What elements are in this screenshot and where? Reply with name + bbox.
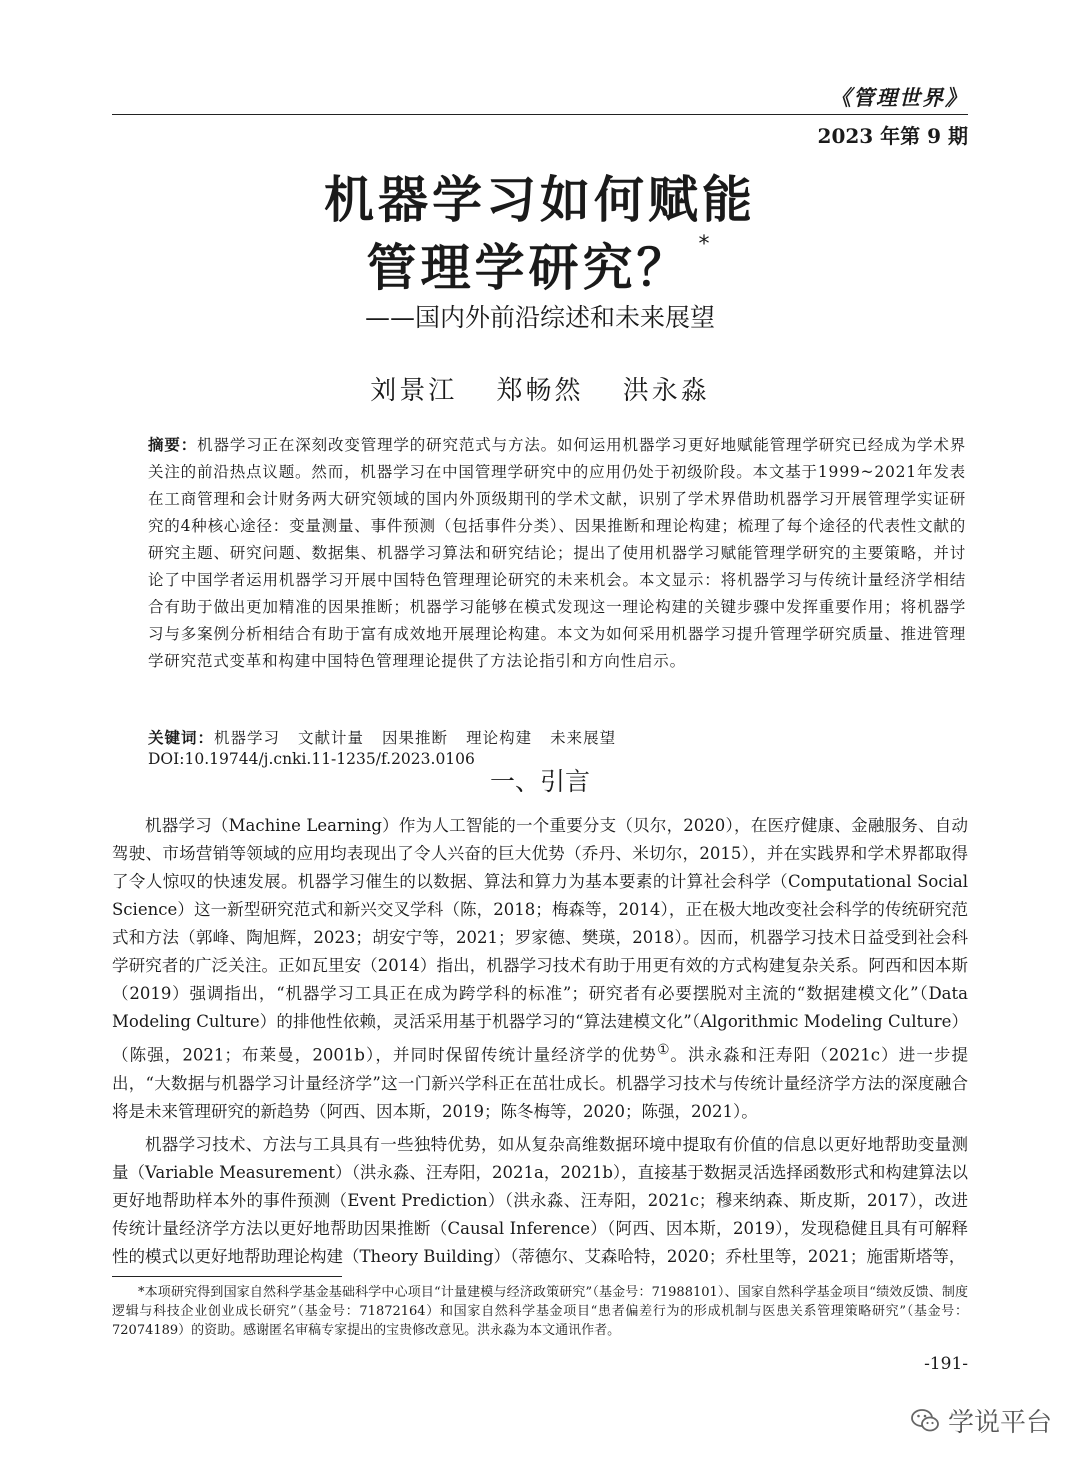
body-paragraph-2: 机器学习技术、方法与工具具有一些独特优势，如从复杂高维数据环境中提取有价值的信息以更好地帮助变量测量（Variable Measurement）（洪永淼、汪寿阳，2021a，2021b），直接基于数据灵活选择函数形式和构建算法以更好地帮助样本外的事件预测（Event Prediction）（洪永淼、汪寿阳，2021c；穆来纳森、斯皮斯，2017），改进传统计量经济学方法以更好地帮助因果推断（Causal Inference）（阿西、因本斯，2019），发现稳健且具有可解释性的模式以更好地帮助理论构建（Theory Building）（蒂德尔、艾森哈特，2020；乔杜里等，2021；施雷斯塔等， (112, 1134, 968, 1266)
title-footnote-mark: * (698, 232, 714, 257)
doi: DOI:10.19744/j.cnki.11-1235/f.2023.0106 (148, 750, 475, 768)
paragraph-1-text: 机器学习（Machine Learning）作为人工智能的一个重要分支（贝尔，2020），在医疗健康、金融服务、自动驾驶、市场营销等领域的应用均表现出了令人兴奋的巨大优势（乔丹、米切尔，2015），并在实践界和学术界都取得了令人惊叹的快速发展。机器学习催生的以数据、算法和算力为基本要素的计算社会科学（Computational Social Science）这一新型研究范式和新兴交叉学科（陈，2018；梅森等，2014），正在极大地改变社会科学的传统研究范式和方法（郭峰、陶旭辉，2023；胡安宁等，2021；罗家德、樊瑛，2018）。因而，机器学习技术日益受到社会科学研究者的广泛关注。正如瓦里安（2014）指出，机器学习技术有助于用更有效的方式构建复杂关系。阿西和因本斯（2019）强调指出，“机器学习工具正在成为跨学科的标准”；研究者有必要摆脱对主流的“数据建模文化”（Data Modeling Culture）的排他性依赖，灵活采用基于机器学习的“算法建模文化”（Algorithmic Modeling Culture）（陈强，2021；布莱曼，2001b），并同时保留传统计量经济学的优势 (112, 816, 968, 1065)
title-line-2 (0, 228, 1080, 300)
keywords (148, 727, 966, 749)
wechat-icon (910, 1408, 940, 1434)
endnote-marker: ① (656, 1042, 671, 1058)
title-line-2-text: 管理学研究？ (366, 239, 691, 297)
keyword: 因果推断 (382, 729, 449, 747)
keyword: 机器学习 (214, 729, 281, 747)
watermark-text: 学说平台 (947, 1408, 1052, 1438)
issue-label: 2023 年第 9 期 (817, 124, 968, 148)
page-number: -191- (924, 1354, 968, 1374)
journal-name: 《管理世界》 (830, 85, 968, 110)
keyword: 理论构建 (466, 729, 533, 747)
body-paragraph-1 (112, 812, 968, 1126)
section-heading: 一、引言 (489, 767, 590, 796)
footnote-rule (112, 1276, 342, 1277)
body-text (112, 812, 968, 1276)
watermark (910, 1402, 1052, 1439)
abstract-text: 机器学习正在深刻改变管理学的研究范式与方法。如何运用机器学习更好地赋能管理学研究已经成为学术界关注的前沿热点议题。然而，机器学习在中国管理学研究中的应用仍处于初级阶段。本文基于1999~2021年发表在工商管理和会计财务两大研究领域的国内外顶级期刊的学术文献，识别了学术界借助机器学习开展管理学实证研究的4种核心途径：变量测量、事件预测（包括事件分类）、因果推断和理论构建；梳理了每个途径的代表性文献的研究主题、研究问题、数据集、机器学习算法和研究结论；提出了使用机器学习赋能管理学研究的主要策略，并讨论了中国学者运用机器学习开展中国特色管理理论研究的未来机会。本文显示：将机器学习与传统计量经济学相结合有助于做出更加精准的因果推断；机器学习能够在模式发现这一理论构建的关键步骤中发挥重要作用；将机器学习与多案例分析相结合有助于富有成效地开展理论构建。本文为如何采用机器学习提升管理学研究质量、推进管理学研究范式变革和构建中国特色管理理论提供了方法论指引和方向性启示。 (148, 436, 966, 670)
authors: 刘景江 郑畅然 洪永淼 (370, 376, 710, 406)
abstract (148, 432, 966, 675)
title-line-1: 机器学习如何赋能 (324, 171, 756, 229)
header-rule (112, 114, 968, 115)
keywords-label: 关键词： (148, 729, 215, 747)
paragraph-1-text-end: 。洪永淼和汪寿阳（2021c）进一步提出，“大数据与机器学习计量经济学”这一门新兴学科正在茁壮成长。机器学习技术与传统计量经济学方法的深度融合将是未来管理研究的新趋势（阿西、因本斯，2019；陈冬梅等，2020；陈强，2021）。 (112, 1045, 969, 1121)
keyword: 未来展望 (550, 729, 617, 747)
footnote: *本项研究得到国家自然科学基金基础科学中心项目“计量建模与经济政策研究”（基金号：71988101）、国家自然科学基金项目“绩效反馈、制度逻辑与科技企业创业成长研究”（基金号：71872164）和国家自然科学基金项目“患者偏差行为的形成机制与医患关系管理策略研究”（基金号：72074189）的资助。感谢匿名审稿专家提出的宝贵修改意见。洪永淼为本文通讯作者。 (112, 1285, 968, 1338)
subtitle: ——国内外前沿综述和未来展望 (364, 303, 715, 332)
keyword: 文献计量 (298, 729, 365, 747)
abstract-label: 摘要： (148, 436, 198, 454)
